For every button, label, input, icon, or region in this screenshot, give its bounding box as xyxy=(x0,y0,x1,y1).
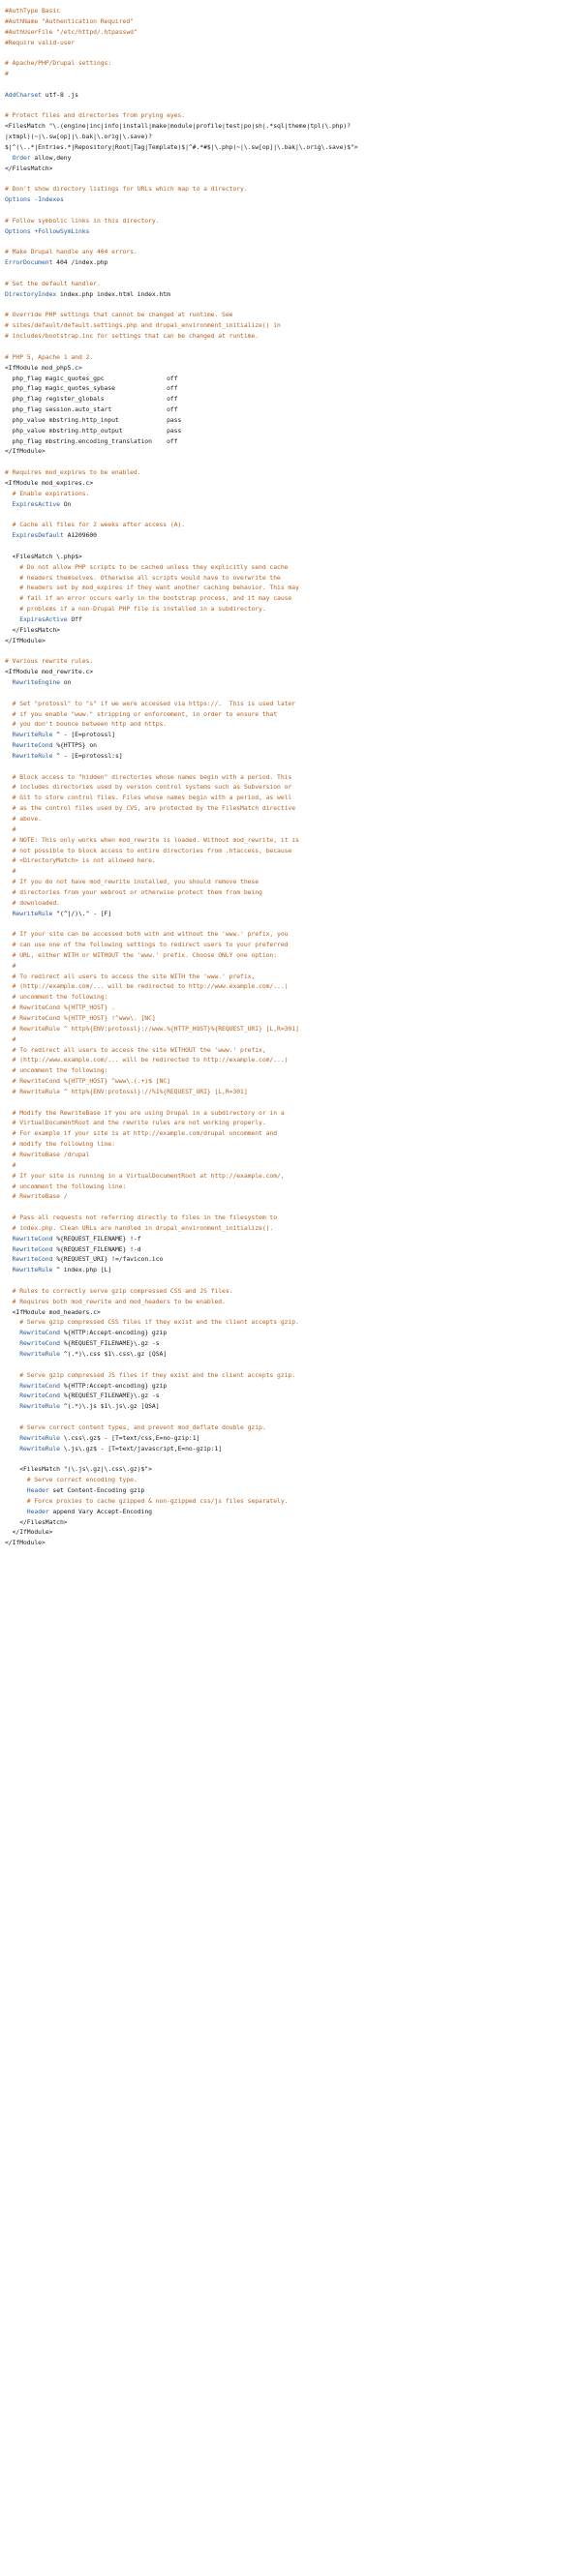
directive-arguments: +FollowSymLinks xyxy=(30,226,90,235)
comment-line: # xyxy=(5,824,16,833)
directive-line xyxy=(5,1338,578,1349)
blank-line xyxy=(5,1412,578,1423)
comment-line: # problems if a non-Drupal PHP file is installed in a subdirectory. xyxy=(5,605,266,614)
comment-line: # RewriteRule ^ http%{ENV:protossl}://www.%{HTTP_HOST}%{REQUEST_URI} [L,R=301] xyxy=(5,1024,299,1033)
comment-line: # xyxy=(5,867,16,876)
comment-line: # Block access to "hidden" directories whose names begin with a period. This xyxy=(5,772,292,781)
blank-line xyxy=(5,1275,578,1286)
code-line: php_flag magic_quotes_gpc off xyxy=(5,374,178,382)
code-line: |xtmpl)(~|\.sw[op]|\.bak|\.orig|\.save)? xyxy=(5,133,152,141)
code-line: php_flag magic_quotes_sybase off xyxy=(5,384,178,393)
comment-line: #AuthType Basic xyxy=(5,7,60,15)
directive-keyword: RewriteRule xyxy=(19,1433,60,1442)
blank-line xyxy=(5,300,578,311)
code-line: <FilesMatch \.php$> xyxy=(5,552,82,560)
directive-arguments: -Indexes xyxy=(30,195,64,204)
directive-keyword: RewriteRule xyxy=(12,731,53,739)
directive-arguments: ^ index.php [L] xyxy=(52,1266,112,1274)
comment-line: # To redirect all users to access the site WITH the 'www.' prefix, xyxy=(5,972,256,980)
code-line: </IfModule> xyxy=(5,636,46,644)
comment-line: # Do not allow PHP scripts to be cached unless they explicitly send cache xyxy=(5,562,289,571)
comment-line: # if you enable "www." stripping or enforcement, in order to ensure that xyxy=(5,709,278,718)
directive-keyword: DirectoryIndex xyxy=(5,289,57,298)
code-line: <IfModule mod_expires.c> xyxy=(5,478,94,487)
code-line: php_flag session.auto_start off xyxy=(5,405,178,414)
code-line: </FilesMatch> xyxy=(5,625,60,634)
directive-keyword: Header xyxy=(26,1485,49,1494)
blank-line xyxy=(5,688,578,699)
blank-line xyxy=(5,342,578,352)
directive-line xyxy=(5,677,578,688)
code-line: </FilesMatch> xyxy=(5,1517,68,1526)
directive-keyword: RewriteRule xyxy=(19,1350,60,1358)
comment-line: # RewriteBase /drupal xyxy=(5,1150,90,1158)
directive-arguments: ^(.*)\.js $1\.js\.gz [QSA] xyxy=(59,1402,160,1411)
directive-arguments: allow,deny xyxy=(30,153,72,162)
directive-arguments: \.js\.gz$ - [T=text/javascript,E=no-gzip:1] xyxy=(59,1444,223,1453)
code-line: </IfModule> xyxy=(5,1539,46,1547)
comment-line: # downloaded. xyxy=(5,898,60,907)
directive-keyword: RewriteCond xyxy=(12,1255,53,1264)
comment-line: # Override PHP settings that cannot be changed at runtime. See xyxy=(5,311,233,319)
directive-arguments: set Content-Encoding gzip xyxy=(48,1485,145,1494)
comment-line: # headers set by mod_expires if they want another caching behavior. This may xyxy=(5,584,299,592)
comment-line: # If you do not have mod_rewrite installed, you should remove these xyxy=(5,878,260,886)
comment-line: # xyxy=(5,1034,16,1043)
directive-keyword: ExpiresActive xyxy=(12,499,60,508)
directive-line xyxy=(5,289,578,300)
directive-arguments: %{REQUEST_FILENAME}\.gz -s xyxy=(59,1392,160,1400)
blank-line xyxy=(5,510,578,521)
comment-line: # Apache/PHP/Drupal settings: xyxy=(5,59,112,68)
directive-line xyxy=(5,751,578,762)
directive-keyword: ErrorDocument xyxy=(5,258,53,267)
directive-line xyxy=(5,1349,578,1360)
directive-arguments: on xyxy=(59,678,72,686)
comment-line: # Rules to correctly serve gzip compressed CSS and JS files. xyxy=(5,1286,233,1295)
comment-line: # index.php. Clean URLs are handled in drupal_environment_initialize(). xyxy=(5,1223,274,1232)
directive-arguments: ^ - [E=protossl] xyxy=(52,731,115,739)
comment-line: # uncomment the following: xyxy=(5,993,108,1002)
code-line: <IfModule mod_php5.c> xyxy=(5,363,82,372)
directive-arguments: \.css\.gz$ - [T=text/css,E=no-gzip:1] xyxy=(59,1433,200,1442)
code-line: <FilesMatch "(\.js\.gz|\.css\.gz)$"> xyxy=(5,1465,152,1474)
comment-line: # above. xyxy=(5,814,42,823)
comment-line: # URL, either WITH or WITHOUT the 'www.' prefix. Choose ONLY one option: xyxy=(5,950,278,959)
code-line: </IfModule> xyxy=(5,447,46,456)
code-line: <FilesMatch "\.(engine|inc|info|install|make|module|profile|test|po|sh|.*sql|theme|tpl(\.php)? xyxy=(5,122,351,131)
directive-arguments: %{REQUEST_URI} !=/favicon.ico xyxy=(52,1255,164,1264)
directive-arguments: index.php index.html index.htm xyxy=(56,289,170,298)
comment-line: # Requires mod_expires to be enabled. xyxy=(5,468,141,477)
directive-line xyxy=(5,1391,578,1401)
blank-line xyxy=(5,541,578,552)
comment-line: # Follow symbolic links in this directory. xyxy=(5,216,160,225)
code-line: $|^(\..*|Entries.*|Repository|Root|Tag|Template)$|^#.*#$|\.php(~|\.sw[op]|\.bak|\.orig\.save)$"> xyxy=(5,142,358,151)
comment-line: # Protect files and directories from prying eyes. xyxy=(5,111,186,120)
code-line: </IfModule> xyxy=(5,1528,53,1537)
code-line: </FilesMatch> xyxy=(5,164,53,172)
comment-line: # Modify the RewriteBase if you are using Drupal in a subdirectory or in a xyxy=(5,1108,285,1117)
code-line: php_value mbstring.http_input pass xyxy=(5,415,182,424)
comment-line: # Serve correct content types, and prevent mod_deflate double gzip. xyxy=(5,1423,266,1431)
comment-line: # directories from your webroot or otherwise protect them from being xyxy=(5,887,262,896)
comment-line: #AuthName "Authentication Required" xyxy=(5,16,134,25)
directive-line xyxy=(5,1328,578,1338)
directive-keyword: RewriteCond xyxy=(19,1329,60,1337)
directive-line xyxy=(5,1234,578,1244)
directive-line xyxy=(5,153,578,164)
directive-arguments: Off xyxy=(67,614,82,623)
comment-line: # Make Drupal handle any 404 errors. xyxy=(5,248,138,256)
comment-line: # Serve gzip compressed JS files if they exist and the client accepts gzip. xyxy=(5,1370,296,1379)
directive-line xyxy=(5,909,578,919)
comment-line: # If your site can be accessed both with and without the 'www.' prefix, you xyxy=(5,930,289,939)
blank-line xyxy=(5,645,578,656)
directive-arguments: %{REQUEST_FILENAME} !-d xyxy=(52,1244,141,1253)
comment-line: # as the control files used by CVS, are protected by the FilesMatch directive xyxy=(5,804,296,813)
directive-line xyxy=(5,1265,578,1275)
directive-keyword: RewriteRule xyxy=(12,751,53,760)
directive-line xyxy=(5,614,578,625)
comment-line: # RewriteCond %{HTTP_HOST} . xyxy=(5,1003,115,1012)
directive-keyword: ExpiresActive xyxy=(19,614,68,623)
directive-keyword: RewriteCond xyxy=(19,1381,60,1390)
comment-line: # Git to store control files. Files whose names begin with a period, as well xyxy=(5,794,292,802)
directive-arguments: "(^|/)\." - [F] xyxy=(52,909,112,917)
directive-arguments: %{HTTP:Accept-encoding} gzip xyxy=(59,1381,168,1390)
comment-line: # Set "protossl" to "s" if we were accessed via https://. This is used later xyxy=(5,699,296,707)
comment-line: # uncomment the following line: xyxy=(5,1182,127,1190)
code-line: php_value mbstring.http_output pass xyxy=(5,426,182,434)
directive-line xyxy=(5,1444,578,1454)
directive-arguments: append Vary Accept-Encoding xyxy=(48,1507,152,1515)
directive-line xyxy=(5,1401,578,1412)
directive-line xyxy=(5,730,578,740)
comment-line: # <DirectoryMatch> is not allowed here. xyxy=(5,856,156,865)
comment-line: # Force proxies to cache gzipped & non-gzipped css/js files separately. xyxy=(5,1496,289,1505)
directive-arguments: ^ - [E=protossl:s] xyxy=(52,751,123,760)
directive-line xyxy=(5,1485,578,1496)
comment-line: # Pass all requests not referring directly to files in the filesystem to xyxy=(5,1213,278,1222)
blank-line xyxy=(5,1097,578,1108)
directive-arguments: utf-8 .js xyxy=(41,90,78,99)
directive-line xyxy=(5,1254,578,1265)
comment-line: # includes directories used by version control systems such as Subversion or xyxy=(5,783,292,792)
blank-line xyxy=(5,918,578,929)
comment-line: # modify the following line: xyxy=(5,1140,115,1149)
comment-line: # Various rewrite rules. xyxy=(5,657,94,666)
comment-line: # (http://www.example.com/... will be redirected to http://example.com/...) xyxy=(5,1056,289,1064)
comment-line: # RewriteCond %{HTTP_HOST} !^www\. [NC] xyxy=(5,1014,156,1022)
code-line: php_flag register_globals off xyxy=(5,395,178,404)
comment-line: # xyxy=(5,961,16,970)
directive-keyword: RewriteCond xyxy=(19,1339,60,1348)
directive-arguments: %{REQUEST_FILENAME} !-f xyxy=(52,1234,141,1243)
comment-line: # Don't show directory listings for URLs which map to a directory. xyxy=(5,185,248,194)
directive-keyword: ExpiresDefault xyxy=(12,531,64,540)
blank-line xyxy=(5,79,578,90)
blank-line xyxy=(5,47,578,58)
comment-line: # RewriteCond %{HTTP_HOST} ^www\.(.+)$ [NC] xyxy=(5,1077,170,1086)
code-line: <IfModule mod_rewrite.c> xyxy=(5,668,94,676)
directive-line xyxy=(5,257,578,268)
blank-line xyxy=(5,762,578,772)
directive-keyword: AddCharset xyxy=(5,90,42,99)
blank-line xyxy=(5,268,578,279)
directive-keyword: RewriteCond xyxy=(12,1244,53,1253)
code-line: php_flag mbstring.encoding_translation off xyxy=(5,436,178,445)
comment-line: # uncomment the following: xyxy=(5,1066,108,1075)
comment-line: # (http://example.com/... will be redirected to http://www.example.com/...) xyxy=(5,982,289,991)
comment-line: # not possible to block access to entire directories from .htaccess, because xyxy=(5,846,292,854)
comment-line: # If your site is running in a VirtualDocumentRoot at http://example.com/, xyxy=(5,1171,285,1180)
comment-line: # VirtualDocumentRoot and the rewrite rules are not working properly. xyxy=(5,1119,266,1127)
blank-line xyxy=(5,174,578,185)
comment-line: # xyxy=(5,70,9,78)
comment-line: #Require valid-user xyxy=(5,38,76,46)
blank-line xyxy=(5,237,578,248)
blank-line xyxy=(5,101,578,111)
directive-arguments: %{REQUEST_FILENAME}\.gz -s xyxy=(59,1339,160,1348)
directive-line xyxy=(5,1381,578,1392)
comment-line: # PHP 5, Apache 1 and 2. xyxy=(5,352,94,361)
directive-keyword: RewriteRule xyxy=(12,909,53,917)
comment-line: # Enable expirations. xyxy=(5,489,90,497)
directive-keyword: Options xyxy=(5,226,31,235)
directive-arguments: ^(.*)\.css $1\.css\.gz [QSA] xyxy=(59,1350,168,1358)
directive-arguments: %{HTTP:Accept-encoding} gzip xyxy=(59,1329,168,1337)
directive-keyword: RewriteRule xyxy=(12,1266,53,1274)
comment-line: # Requires both mod_rewrite and mod_headers to be enabled. xyxy=(5,1297,226,1305)
directive-keyword: Options xyxy=(5,195,31,204)
comment-line: # includes/bootstrap.inc for settings that can be changed at runtime. xyxy=(5,332,260,341)
comment-line: # Serve gzip compressed CSS files if they exist and the client accepts gzip. xyxy=(5,1318,299,1327)
comment-line: # xyxy=(5,1160,16,1169)
directive-line xyxy=(5,530,578,541)
directive-keyword: RewriteRule xyxy=(19,1444,60,1453)
directive-line xyxy=(5,226,578,237)
directive-line xyxy=(5,1507,578,1517)
comment-line: # RewriteBase / xyxy=(5,1192,68,1201)
directive-keyword: RewriteCond xyxy=(12,1234,53,1243)
htaccess-code-listing xyxy=(5,6,578,1548)
directive-arguments: On xyxy=(59,499,72,508)
directive-line xyxy=(5,1433,578,1444)
comment-line: # fail if an error occurs early in the bootstrap process, and it may cause xyxy=(5,594,292,603)
directive-line xyxy=(5,90,578,101)
comment-line: # Set the default handler. xyxy=(5,279,101,287)
directive-arguments: A1209600 xyxy=(63,531,97,540)
comment-line: # Serve correct encoding type. xyxy=(5,1476,138,1484)
comment-line: # headers themselves. Otherwise all scripts would have to overwrite the xyxy=(5,573,281,582)
comment-line: # you don't bounce between http and https. xyxy=(5,720,168,729)
directive-arguments: %{HTTPS} on xyxy=(52,741,97,750)
blank-line xyxy=(5,1360,578,1370)
blank-line xyxy=(5,1202,578,1213)
comment-line: # sites/default/default.settings.php and drupal_environment_initialize() in xyxy=(5,321,281,330)
directive-line xyxy=(5,1244,578,1255)
comment-line: # can use one of the following settings to redirect users to your preferred xyxy=(5,941,289,949)
comment-line: # NOTE: This only works when mod_rewrite is loaded. Without mod_rewrite, it is xyxy=(5,835,299,844)
directive-keyword: Header xyxy=(26,1507,49,1515)
comment-line: # Cache all files for 2 weeks after access (A). xyxy=(5,521,186,529)
directive-line xyxy=(5,499,578,510)
directive-arguments: 404 /index.php xyxy=(52,258,108,267)
comment-line: # For example if your site is at http://example.com/drupal uncomment and xyxy=(5,1129,278,1138)
directive-keyword: RewriteCond xyxy=(19,1392,60,1400)
blank-line xyxy=(5,1453,578,1464)
comment-line: # RewriteRule ^ http%{ENV:protossl}://%1%{REQUEST_URI} [L,R=301] xyxy=(5,1087,248,1095)
directive-keyword: RewriteRule xyxy=(19,1402,60,1411)
directive-keyword: RewriteCond xyxy=(12,741,53,750)
blank-line xyxy=(5,457,578,467)
directive-keyword: Order xyxy=(12,153,31,162)
comment-line: #AuthUserFile "/etc/httpd/.htpasswd" xyxy=(5,27,138,36)
blank-line xyxy=(5,205,578,216)
directive-line xyxy=(5,195,578,205)
directive-keyword: RewriteEngine xyxy=(12,678,60,686)
code-line: <IfModule mod_headers.c> xyxy=(5,1307,101,1316)
comment-line: # To redirect all users to access the site WITHOUT the 'www.' prefix, xyxy=(5,1045,266,1054)
directive-line xyxy=(5,740,578,751)
